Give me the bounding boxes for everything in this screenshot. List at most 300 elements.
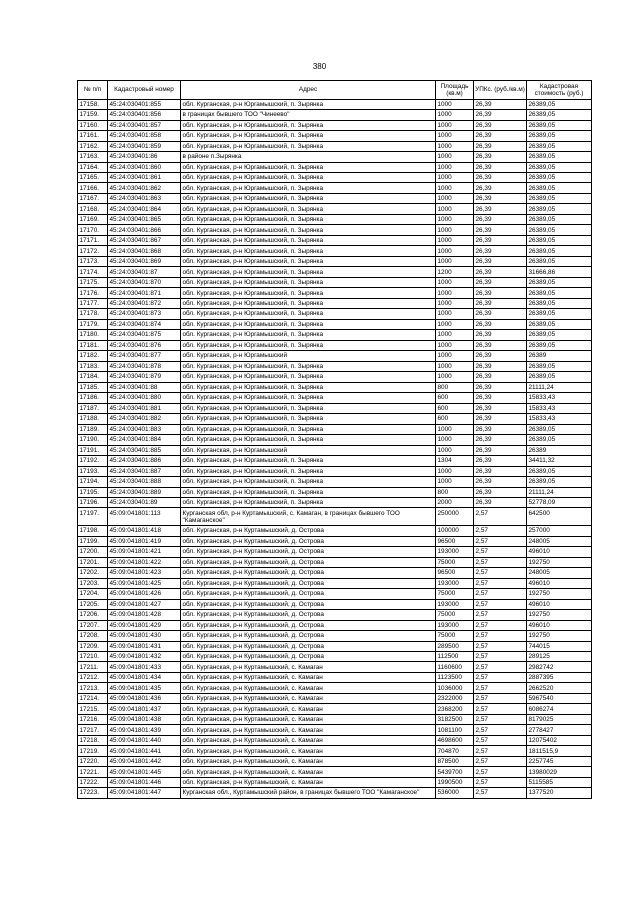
cell-cost: 1811515,9 bbox=[527, 746, 592, 756]
table-row bbox=[78, 725, 592, 735]
cell-cadastral-number: 45:09:041801:434 bbox=[108, 672, 181, 682]
cell-upks: 26,39 bbox=[474, 319, 527, 329]
cell-cadastral-number: 45:24:030401:877 bbox=[108, 351, 181, 361]
cell-upks: 2,57 bbox=[474, 714, 527, 724]
cell-area: 193000 bbox=[436, 599, 474, 609]
table-row bbox=[78, 714, 592, 724]
cell-cost: 496010 bbox=[527, 599, 592, 609]
cell-cadastral-number: 45:24:030401:869 bbox=[108, 256, 181, 266]
cell-cost: 192750 bbox=[527, 557, 592, 567]
cell-cadastral-number: 45:09:041801:426 bbox=[108, 589, 181, 599]
cell-upks: 26,39 bbox=[474, 309, 527, 319]
cell-cost: 2662520 bbox=[527, 683, 592, 693]
cell-upks: 26,39 bbox=[474, 235, 527, 245]
cell-upks: 26,39 bbox=[474, 204, 527, 214]
cell-num: 17222. bbox=[78, 777, 108, 787]
cell-cadastral-number: 45:24:030401:87 bbox=[108, 267, 181, 277]
cell-num: 17198. bbox=[78, 526, 108, 536]
cell-upks: 2,57 bbox=[474, 526, 527, 536]
cell-address: обл. Курганская, р-н Куртамышский, д. Острова bbox=[181, 589, 436, 599]
cell-area: 75000 bbox=[436, 557, 474, 567]
cell-upks: 2,57 bbox=[474, 683, 527, 693]
cell-upks: 26,39 bbox=[474, 456, 527, 466]
cell-address: обл. Курганская, р-н Юргамышский, п. Зырянка bbox=[181, 487, 436, 497]
table-row bbox=[78, 225, 592, 235]
cell-address: обл. Курганская, р-н Юргамышский, п. Зырянка bbox=[181, 267, 436, 277]
cell-address: обл. Курганская, р-н Юргамышский, п. Зырянка bbox=[181, 288, 436, 298]
cell-cost: 15833,43 bbox=[527, 393, 592, 403]
table-row bbox=[78, 277, 592, 287]
table-row bbox=[78, 547, 592, 557]
cell-cadastral-number: 45:09:041801:431 bbox=[108, 641, 181, 651]
table-row bbox=[78, 235, 592, 245]
table-row bbox=[78, 466, 592, 476]
cell-cadastral-number: 45:24:030401:866 bbox=[108, 225, 181, 235]
table-row bbox=[78, 756, 592, 766]
cell-num: 17199. bbox=[78, 536, 108, 546]
cell-upks: 26,39 bbox=[474, 435, 527, 445]
cell-cost: 26389,05 bbox=[527, 424, 592, 434]
table-row bbox=[78, 424, 592, 434]
cell-cadastral-number: 45:09:041801:437 bbox=[108, 704, 181, 714]
cell-area: 600 bbox=[436, 403, 474, 413]
table-row bbox=[78, 193, 592, 203]
cell-upks: 26,39 bbox=[474, 298, 527, 308]
cell-cadastral-number: 45:24:030401:856 bbox=[108, 110, 181, 120]
cell-cost: 248005 bbox=[527, 568, 592, 578]
cell-upks: 26,39 bbox=[474, 361, 527, 371]
cell-address: обл. Курганская, р-н Куртамышский, с. Камаган bbox=[181, 693, 436, 703]
cell-cost: 642500 bbox=[527, 508, 592, 526]
cell-address: обл. Курганская, р-н Юргамышский, п. Зырянка bbox=[181, 466, 436, 476]
table-row bbox=[78, 456, 592, 466]
cell-upks: 26,39 bbox=[474, 141, 527, 151]
cell-area: 1000 bbox=[436, 225, 474, 235]
cell-area: 1304 bbox=[436, 456, 474, 466]
cell-cost: 26389,05 bbox=[527, 319, 592, 329]
cell-cost: 26389,05 bbox=[527, 340, 592, 350]
cell-num: 17169. bbox=[78, 214, 108, 224]
cell-area: 1000 bbox=[436, 340, 474, 350]
cell-cost: 26389,05 bbox=[527, 288, 592, 298]
table-row bbox=[78, 557, 592, 567]
cell-area: 75000 bbox=[436, 631, 474, 641]
cell-upks: 2,57 bbox=[474, 589, 527, 599]
cell-address: обл. Курганская, р-н Юргамышский, п. Зырянка bbox=[181, 277, 436, 287]
table-row bbox=[78, 788, 592, 798]
cell-cadastral-number: 45:09:041801:429 bbox=[108, 620, 181, 630]
cell-address: обл. Курганская, р-н Куртамышский, д. Острова bbox=[181, 578, 436, 588]
cell-num: 17223. bbox=[78, 788, 108, 798]
cell-area: 112500 bbox=[436, 651, 474, 661]
cell-num: 17195. bbox=[78, 487, 108, 497]
cell-num: 17197. bbox=[78, 508, 108, 526]
cell-address: обл. Курганская, р-н Юргамышский, п. Зырянка bbox=[181, 414, 436, 424]
cell-area: 1990500 bbox=[436, 777, 474, 787]
cell-area: 600 bbox=[436, 414, 474, 424]
cell-area: 1123500 bbox=[436, 672, 474, 682]
cell-address: обл. Курганская, р-н Юргамышский, п. Зырянка bbox=[181, 372, 436, 382]
cell-num: 17162. bbox=[78, 141, 108, 151]
cell-area: 2000 bbox=[436, 498, 474, 508]
cell-cadastral-number: 45:09:041801:442 bbox=[108, 756, 181, 766]
cell-cadastral-number: 45:24:030401:883 bbox=[108, 424, 181, 434]
cell-cadastral-number: 45:24:030401:861 bbox=[108, 172, 181, 182]
cell-num: 17171. bbox=[78, 235, 108, 245]
cell-num: 17214. bbox=[78, 693, 108, 703]
table-row bbox=[78, 204, 592, 214]
cell-address: обл. Курганская, р-н Куртамышский, д. Острова bbox=[181, 547, 436, 557]
cell-cost: 26389,05 bbox=[527, 435, 592, 445]
cell-cadastral-number: 45:09:041801:436 bbox=[108, 693, 181, 703]
cell-area: 1000 bbox=[436, 319, 474, 329]
cell-num: 17190. bbox=[78, 435, 108, 445]
cell-address: обл. Курганская, р-н Юргамышский, п. Зырянка bbox=[181, 340, 436, 350]
cell-area: 1000 bbox=[436, 256, 474, 266]
table-row bbox=[78, 683, 592, 693]
table-row bbox=[78, 172, 592, 182]
cell-upks: 2,57 bbox=[474, 767, 527, 777]
cell-upks: 26,39 bbox=[474, 372, 527, 382]
cell-upks: 2,57 bbox=[474, 557, 527, 567]
cell-area: 600 bbox=[436, 393, 474, 403]
table-row bbox=[78, 152, 592, 162]
cell-num: 17205. bbox=[78, 599, 108, 609]
table-row bbox=[78, 183, 592, 193]
cell-address: обл. Курганская, р-н Юргамышский, п. Зырянка bbox=[181, 183, 436, 193]
cell-address: обл. Курганская, р-н Юргамышский, п. Зырянка bbox=[181, 256, 436, 266]
table-row bbox=[78, 141, 592, 151]
cell-cost: 21111,24 bbox=[527, 382, 592, 392]
table-row bbox=[78, 246, 592, 256]
cell-area: 4698600 bbox=[436, 735, 474, 745]
cell-area: 289500 bbox=[436, 641, 474, 651]
cell-upks: 26,39 bbox=[474, 277, 527, 287]
cell-area: 1000 bbox=[436, 235, 474, 245]
cell-num: 17211. bbox=[78, 662, 108, 672]
col-header-address: Адрес bbox=[181, 81, 436, 100]
cell-cadastral-number: 45:09:041801:435 bbox=[108, 683, 181, 693]
cell-area: 1160600 bbox=[436, 662, 474, 672]
cell-area: 1000 bbox=[436, 372, 474, 382]
cell-cost: 26389,05 bbox=[527, 330, 592, 340]
cell-area: 1000 bbox=[436, 277, 474, 287]
cell-cadastral-number: 45:09:041801:447 bbox=[108, 788, 181, 798]
cell-cadastral-number: 45:24:030401:862 bbox=[108, 183, 181, 193]
cell-num: 17207. bbox=[78, 620, 108, 630]
cell-cadastral-number: 45:09:041801:422 bbox=[108, 557, 181, 567]
cell-address: обл. Курганская, р-н Куртамышский, с. Камаган bbox=[181, 746, 436, 756]
cell-area: 1000 bbox=[436, 309, 474, 319]
cell-address: обл. Курганская, р-н Юргамышский, п. Зырянка bbox=[181, 403, 436, 413]
cell-cadastral-number: 45:24:030401:865 bbox=[108, 214, 181, 224]
cell-cadastral-number: 45:09:041801:433 bbox=[108, 662, 181, 672]
cell-cost: 26389,05 bbox=[527, 204, 592, 214]
cell-cadastral-number: 45:24:030401:886 bbox=[108, 456, 181, 466]
cell-cost: 744015 bbox=[527, 641, 592, 651]
cadastral-table bbox=[77, 80, 592, 799]
cell-upks: 2,57 bbox=[474, 599, 527, 609]
cell-upks: 26,39 bbox=[474, 225, 527, 235]
cell-num: 17170. bbox=[78, 225, 108, 235]
cell-address: обл. Курганская, р-н Куртамышский, д. Острова bbox=[181, 641, 436, 651]
cell-upks: 2,57 bbox=[474, 536, 527, 546]
cell-cadastral-number: 45:24:030401:857 bbox=[108, 120, 181, 130]
cell-cadastral-number: 45:09:041801:427 bbox=[108, 599, 181, 609]
cell-num: 17164. bbox=[78, 162, 108, 172]
table-row bbox=[78, 620, 592, 630]
col-header-area: Площадь (кв.м) bbox=[436, 81, 474, 100]
cell-num: 17172. bbox=[78, 246, 108, 256]
cell-cadastral-number: 45:09:041801:446 bbox=[108, 777, 181, 787]
table-row bbox=[78, 641, 592, 651]
cell-num: 17183. bbox=[78, 361, 108, 371]
cell-upks: 2,57 bbox=[474, 725, 527, 735]
cell-upks: 2,57 bbox=[474, 746, 527, 756]
cell-upks: 26,39 bbox=[474, 256, 527, 266]
table-row bbox=[78, 435, 592, 445]
cell-area: 1000 bbox=[436, 120, 474, 130]
cell-area: 800 bbox=[436, 487, 474, 497]
table-row bbox=[78, 610, 592, 620]
cell-address: обл. Курганская, р-н Юргамышский, п. Зырянка bbox=[181, 193, 436, 203]
cell-upks: 2,57 bbox=[474, 777, 527, 787]
table-row bbox=[78, 288, 592, 298]
cell-address: обл. Курганская, р-н Юргамышский, п. Зырянка bbox=[181, 330, 436, 340]
cell-upks: 26,39 bbox=[474, 487, 527, 497]
table-row bbox=[78, 351, 592, 361]
cell-address: обл. Курганская, р-н Юргамышский, п. Зырянка bbox=[181, 141, 436, 151]
cell-address: обл. Курганская, р-н Куртамышский, д. Острова bbox=[181, 631, 436, 641]
cell-address: обл. Курганская, р-н Куртамышский, с. Камаган bbox=[181, 725, 436, 735]
cell-address: обл. Курганская, р-н Юргамышский, п. Зырянка bbox=[181, 382, 436, 392]
cell-upks: 2,57 bbox=[474, 735, 527, 745]
cell-area: 1000 bbox=[436, 162, 474, 172]
cell-area: 1000 bbox=[436, 330, 474, 340]
cell-upks: 26,39 bbox=[474, 466, 527, 476]
cell-num: 17167. bbox=[78, 193, 108, 203]
cell-upks: 26,39 bbox=[474, 393, 527, 403]
cell-cadastral-number: 45:24:030401:880 bbox=[108, 393, 181, 403]
cell-upks: 2,57 bbox=[474, 508, 527, 526]
cell-upks: 26,39 bbox=[474, 99, 527, 109]
cell-num: 17158. bbox=[78, 99, 108, 109]
cell-num: 17216. bbox=[78, 714, 108, 724]
cell-address: обл. Курганская, р-н Куртамышский, д. Острова bbox=[181, 620, 436, 630]
table-row bbox=[78, 578, 592, 588]
cell-num: 17188. bbox=[78, 414, 108, 424]
cell-address: обл. Курганская, р-н Юргамышский, п. Зырянка bbox=[181, 204, 436, 214]
cell-num: 17219. bbox=[78, 746, 108, 756]
cell-num: 17165. bbox=[78, 172, 108, 182]
cell-upks: 26,39 bbox=[474, 214, 527, 224]
col-header-num: № п/п bbox=[78, 81, 108, 100]
cell-address: обл. Курганская, р-н Юргамышский bbox=[181, 351, 436, 361]
cell-cost: 1377520 bbox=[527, 788, 592, 798]
cell-cost: 26389,05 bbox=[527, 477, 592, 487]
cell-num: 17192. bbox=[78, 456, 108, 466]
cell-cost: 26389,05 bbox=[527, 193, 592, 203]
cell-cost: 52778,09 bbox=[527, 498, 592, 508]
cell-address: обл. Курганская, р-н Куртамышский, с. Камаган bbox=[181, 756, 436, 766]
cell-cadastral-number: 45:24:030401:867 bbox=[108, 235, 181, 245]
cell-cadastral-number: 45:09:041801:430 bbox=[108, 631, 181, 641]
cell-cadastral-number: 45:24:030401:864 bbox=[108, 204, 181, 214]
cell-area: 1000 bbox=[436, 131, 474, 141]
cell-cadastral-number: 45:24:030401:873 bbox=[108, 309, 181, 319]
cell-cadastral-number: 45:09:041801:439 bbox=[108, 725, 181, 735]
table-row bbox=[78, 393, 592, 403]
cell-upks: 2,57 bbox=[474, 578, 527, 588]
cell-area: 193000 bbox=[436, 620, 474, 630]
cell-num: 17173. bbox=[78, 256, 108, 266]
cell-num: 17220. bbox=[78, 756, 108, 766]
cell-upks: 26,39 bbox=[474, 131, 527, 141]
cell-upks: 26,39 bbox=[474, 288, 527, 298]
cell-upks: 26,39 bbox=[474, 477, 527, 487]
cell-num: 17191. bbox=[78, 445, 108, 455]
table-row bbox=[78, 746, 592, 756]
table-row bbox=[78, 267, 592, 277]
table-row bbox=[78, 414, 592, 424]
table-row bbox=[78, 361, 592, 371]
cell-cadastral-number: 45:24:030401:859 bbox=[108, 141, 181, 151]
cell-area: 1000 bbox=[436, 288, 474, 298]
cell-upks: 26,39 bbox=[474, 267, 527, 277]
cell-area: 1000 bbox=[436, 477, 474, 487]
table-row bbox=[78, 309, 592, 319]
cell-cost: 26389,05 bbox=[527, 214, 592, 224]
cell-area: 1000 bbox=[436, 466, 474, 476]
cell-area: 1036000 bbox=[436, 683, 474, 693]
table-row bbox=[78, 599, 592, 609]
table-row bbox=[78, 589, 592, 599]
cell-cost: 26389,05 bbox=[527, 309, 592, 319]
cell-address: обл. Курганская, р-н Юргамышский, п. Зырянка bbox=[181, 498, 436, 508]
cell-num: 17163. bbox=[78, 152, 108, 162]
cell-num: 17218. bbox=[78, 735, 108, 745]
cell-cadastral-number: 45:24:030401:868 bbox=[108, 246, 181, 256]
cell-address: обл. Курганская, р-н Куртамышский, с. Камаган bbox=[181, 662, 436, 672]
cell-area: 1000 bbox=[436, 99, 474, 109]
cell-upks: 26,39 bbox=[474, 403, 527, 413]
table-row bbox=[78, 120, 592, 130]
cell-address: обл. Курганская, р-н Куртамышский, с. Камаган bbox=[181, 672, 436, 682]
cell-area: 75000 bbox=[436, 610, 474, 620]
cell-num: 17185. bbox=[78, 382, 108, 392]
cell-cadastral-number: 45:24:030401:885 bbox=[108, 445, 181, 455]
cell-cost: 15833,43 bbox=[527, 414, 592, 424]
cell-num: 17215. bbox=[78, 704, 108, 714]
cell-num: 17176. bbox=[78, 288, 108, 298]
cell-area: 1000 bbox=[436, 110, 474, 120]
cell-cost: 5967540 bbox=[527, 693, 592, 703]
table-body bbox=[78, 99, 592, 798]
cell-num: 17181. bbox=[78, 340, 108, 350]
cell-area: 3182500 bbox=[436, 714, 474, 724]
cell-cost: 21111,24 bbox=[527, 487, 592, 497]
cell-num: 17184. bbox=[78, 372, 108, 382]
cell-address: обл. Курганская, р-н Куртамышский, с. Камаган bbox=[181, 714, 436, 724]
cell-num: 17204. bbox=[78, 589, 108, 599]
cell-address: обл. Курганская, р-н Юргамышский, п. Зырянка bbox=[181, 298, 436, 308]
cell-area: 1000 bbox=[436, 435, 474, 445]
cell-address: обл. Курганская, р-н Юргамышский, п. Зырянка bbox=[181, 162, 436, 172]
cell-area: 2322000 bbox=[436, 693, 474, 703]
cell-upks: 2,57 bbox=[474, 662, 527, 672]
cell-upks: 26,39 bbox=[474, 330, 527, 340]
cell-upks: 26,39 bbox=[474, 382, 527, 392]
cell-cost: 26389,05 bbox=[527, 99, 592, 109]
cell-upks: 2,57 bbox=[474, 610, 527, 620]
cell-cost: 192750 bbox=[527, 631, 592, 641]
table-row bbox=[78, 672, 592, 682]
cell-cadastral-number: 45:09:041801:423 bbox=[108, 568, 181, 578]
cell-area: 1081100 bbox=[436, 725, 474, 735]
col-header-cadastral: Кадастровый номер bbox=[108, 81, 181, 100]
cell-num: 17213. bbox=[78, 683, 108, 693]
cell-area: 1000 bbox=[436, 152, 474, 162]
cell-cadastral-number: 45:09:041801:438 bbox=[108, 714, 181, 724]
cell-cost: 26389,05 bbox=[527, 110, 592, 120]
cell-cost: 26389,05 bbox=[527, 256, 592, 266]
cell-area: 193000 bbox=[436, 547, 474, 557]
cell-cost: 15833,43 bbox=[527, 403, 592, 413]
cell-cost: 496010 bbox=[527, 547, 592, 557]
cell-upks: 26,39 bbox=[474, 351, 527, 361]
cell-upks: 26,39 bbox=[474, 424, 527, 434]
cell-cadastral-number: 45:09:041801:432 bbox=[108, 651, 181, 661]
cell-upks: 2,57 bbox=[474, 704, 527, 714]
cell-area: 1000 bbox=[436, 214, 474, 224]
cell-area: 1000 bbox=[436, 204, 474, 214]
cell-num: 17202. bbox=[78, 568, 108, 578]
table-row bbox=[78, 693, 592, 703]
cell-cost: 5115585 bbox=[527, 777, 592, 787]
cell-num: 17187. bbox=[78, 403, 108, 413]
table-row bbox=[78, 735, 592, 745]
cell-address: обл. Курганская, р-н Куртамышский, с. Камаган bbox=[181, 767, 436, 777]
cell-upks: 26,39 bbox=[474, 445, 527, 455]
cell-cadastral-number: 45:24:030401:870 bbox=[108, 277, 181, 287]
cell-address: обл. Курганская, р-н Куртамышский, д. Острова bbox=[181, 536, 436, 546]
cell-num: 17193. bbox=[78, 466, 108, 476]
cell-cost: 26389,05 bbox=[527, 225, 592, 235]
cell-num: 17166. bbox=[78, 183, 108, 193]
table-row bbox=[78, 498, 592, 508]
cell-cadastral-number: 45:24:030401:88 bbox=[108, 382, 181, 392]
cell-cadastral-number: 45:24:030401:888 bbox=[108, 477, 181, 487]
cell-area: 5439700 bbox=[436, 767, 474, 777]
cell-upks: 26,39 bbox=[474, 152, 527, 162]
cell-num: 17208. bbox=[78, 631, 108, 641]
cell-area: 800 bbox=[436, 382, 474, 392]
table-row bbox=[78, 487, 592, 497]
cell-upks: 2,57 bbox=[474, 788, 527, 798]
cell-upks: 26,39 bbox=[474, 183, 527, 193]
cell-cadastral-number: 45:24:030401:887 bbox=[108, 466, 181, 476]
cell-cost: 192750 bbox=[527, 589, 592, 599]
cell-num: 17189. bbox=[78, 424, 108, 434]
cell-address: обл. Курганская, р-н Юргамышский, п. Зырянка bbox=[181, 225, 436, 235]
cell-cost: 26389,05 bbox=[527, 246, 592, 256]
cell-cost: 26389,05 bbox=[527, 172, 592, 182]
cell-num: 17175. bbox=[78, 277, 108, 287]
cell-cost: 8179025 bbox=[527, 714, 592, 724]
cell-cadastral-number: 45:09:041801:421 bbox=[108, 547, 181, 557]
cell-cadastral-number: 45:09:041801:425 bbox=[108, 578, 181, 588]
cell-cost: 26389,05 bbox=[527, 361, 592, 371]
